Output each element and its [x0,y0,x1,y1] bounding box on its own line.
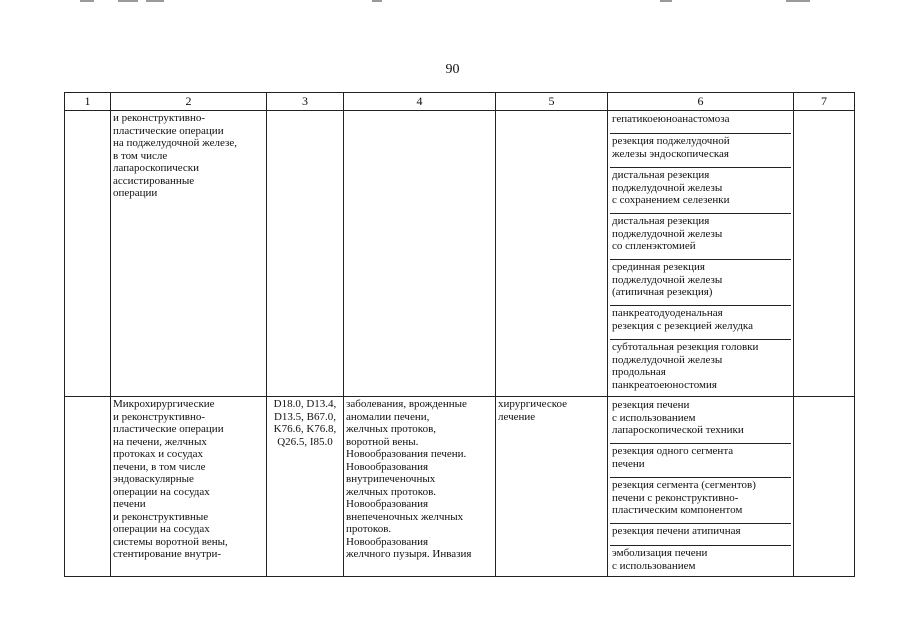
cell-number [65,111,111,397]
header-cell: 6 [608,93,794,111]
cell-codes [267,111,344,397]
cell-treatment-type [496,111,608,397]
cell-cost [794,397,855,577]
header-cell: 1 [65,93,111,111]
cell-number [65,397,111,577]
cell-codes: D18.0, D13.4, D13.5, B67.0, K76.6, K76.8, Q26.5, I85.0 [267,397,344,577]
table-row [65,111,855,397]
operation-item: резекция сегмента (сегментов) печени с реконструктивно- пластическим компонентом [610,478,791,524]
cell-diagnosis [344,111,496,397]
table-header-row [65,93,855,111]
operation-item: дистальная резекция поджелудочной железы со спленэктомией [610,214,791,260]
operation-item: срединная резекция поджелудочной железы (атипичная резекция) [610,260,791,306]
operation-item: резекция печени с использованием лапароскопической техники [610,398,791,444]
header-cell: 5 [496,93,608,111]
cell-group-name: Микрохирургические и реконструктивно- пластические операции на печени, желчных протоках и сосудах печени, в том числе эндоваскулярные операции на сосудах печени и реконструктивные операции на сосудах системы воротной вены, стентирование внутри- [111,397,267,577]
cell-cost [794,111,855,397]
operation-item: дистальная резекция поджелудочной железы с сохранением селезенки [610,168,791,214]
cell-operations [608,111,794,397]
cell-operations [608,397,794,577]
header-cell: 4 [344,93,496,111]
page-number: 90 [445,62,460,77]
table-row [65,397,855,577]
operation-item: резекция одного сегмента печени [610,444,791,478]
operation-item: резекция поджелудочной железы эндоскопическая [610,134,791,168]
cell-group-name: и реконструктивно- пластические операции на поджелудочной железе, в том числе лапароскопически ассистированные операции [111,111,267,397]
medical-procedures-table [64,92,855,577]
header-cell: 7 [794,93,855,111]
header-cell: 2 [111,93,267,111]
cell-diagnosis: заболевания, врожденные аномалии печени, желчных протоков, воротной вены. Новообразования печени. Новообразования внутрипеченочных желчных протоков. Новообразования внепеченочных желчных протоков. Новообразования желчного пузыря. Инвазия [344,397,496,577]
header-cell: 3 [267,93,344,111]
operation-item: гепатикоеюноанастомоза [610,112,791,134]
operation-item: эмболизация печени с использованием [612,547,708,572]
operation-item: панкреатодуоденальная резекция с резекцией желудка [610,306,791,340]
operation-item: субтотальная резекция головки поджелудочной железы продольная панкреатоеюностомия [612,341,759,391]
operation-item: резекция печени атипичная [610,524,791,546]
top-scan-marks [80,0,820,4]
cell-treatment-type: хирургическое лечение [496,397,608,577]
